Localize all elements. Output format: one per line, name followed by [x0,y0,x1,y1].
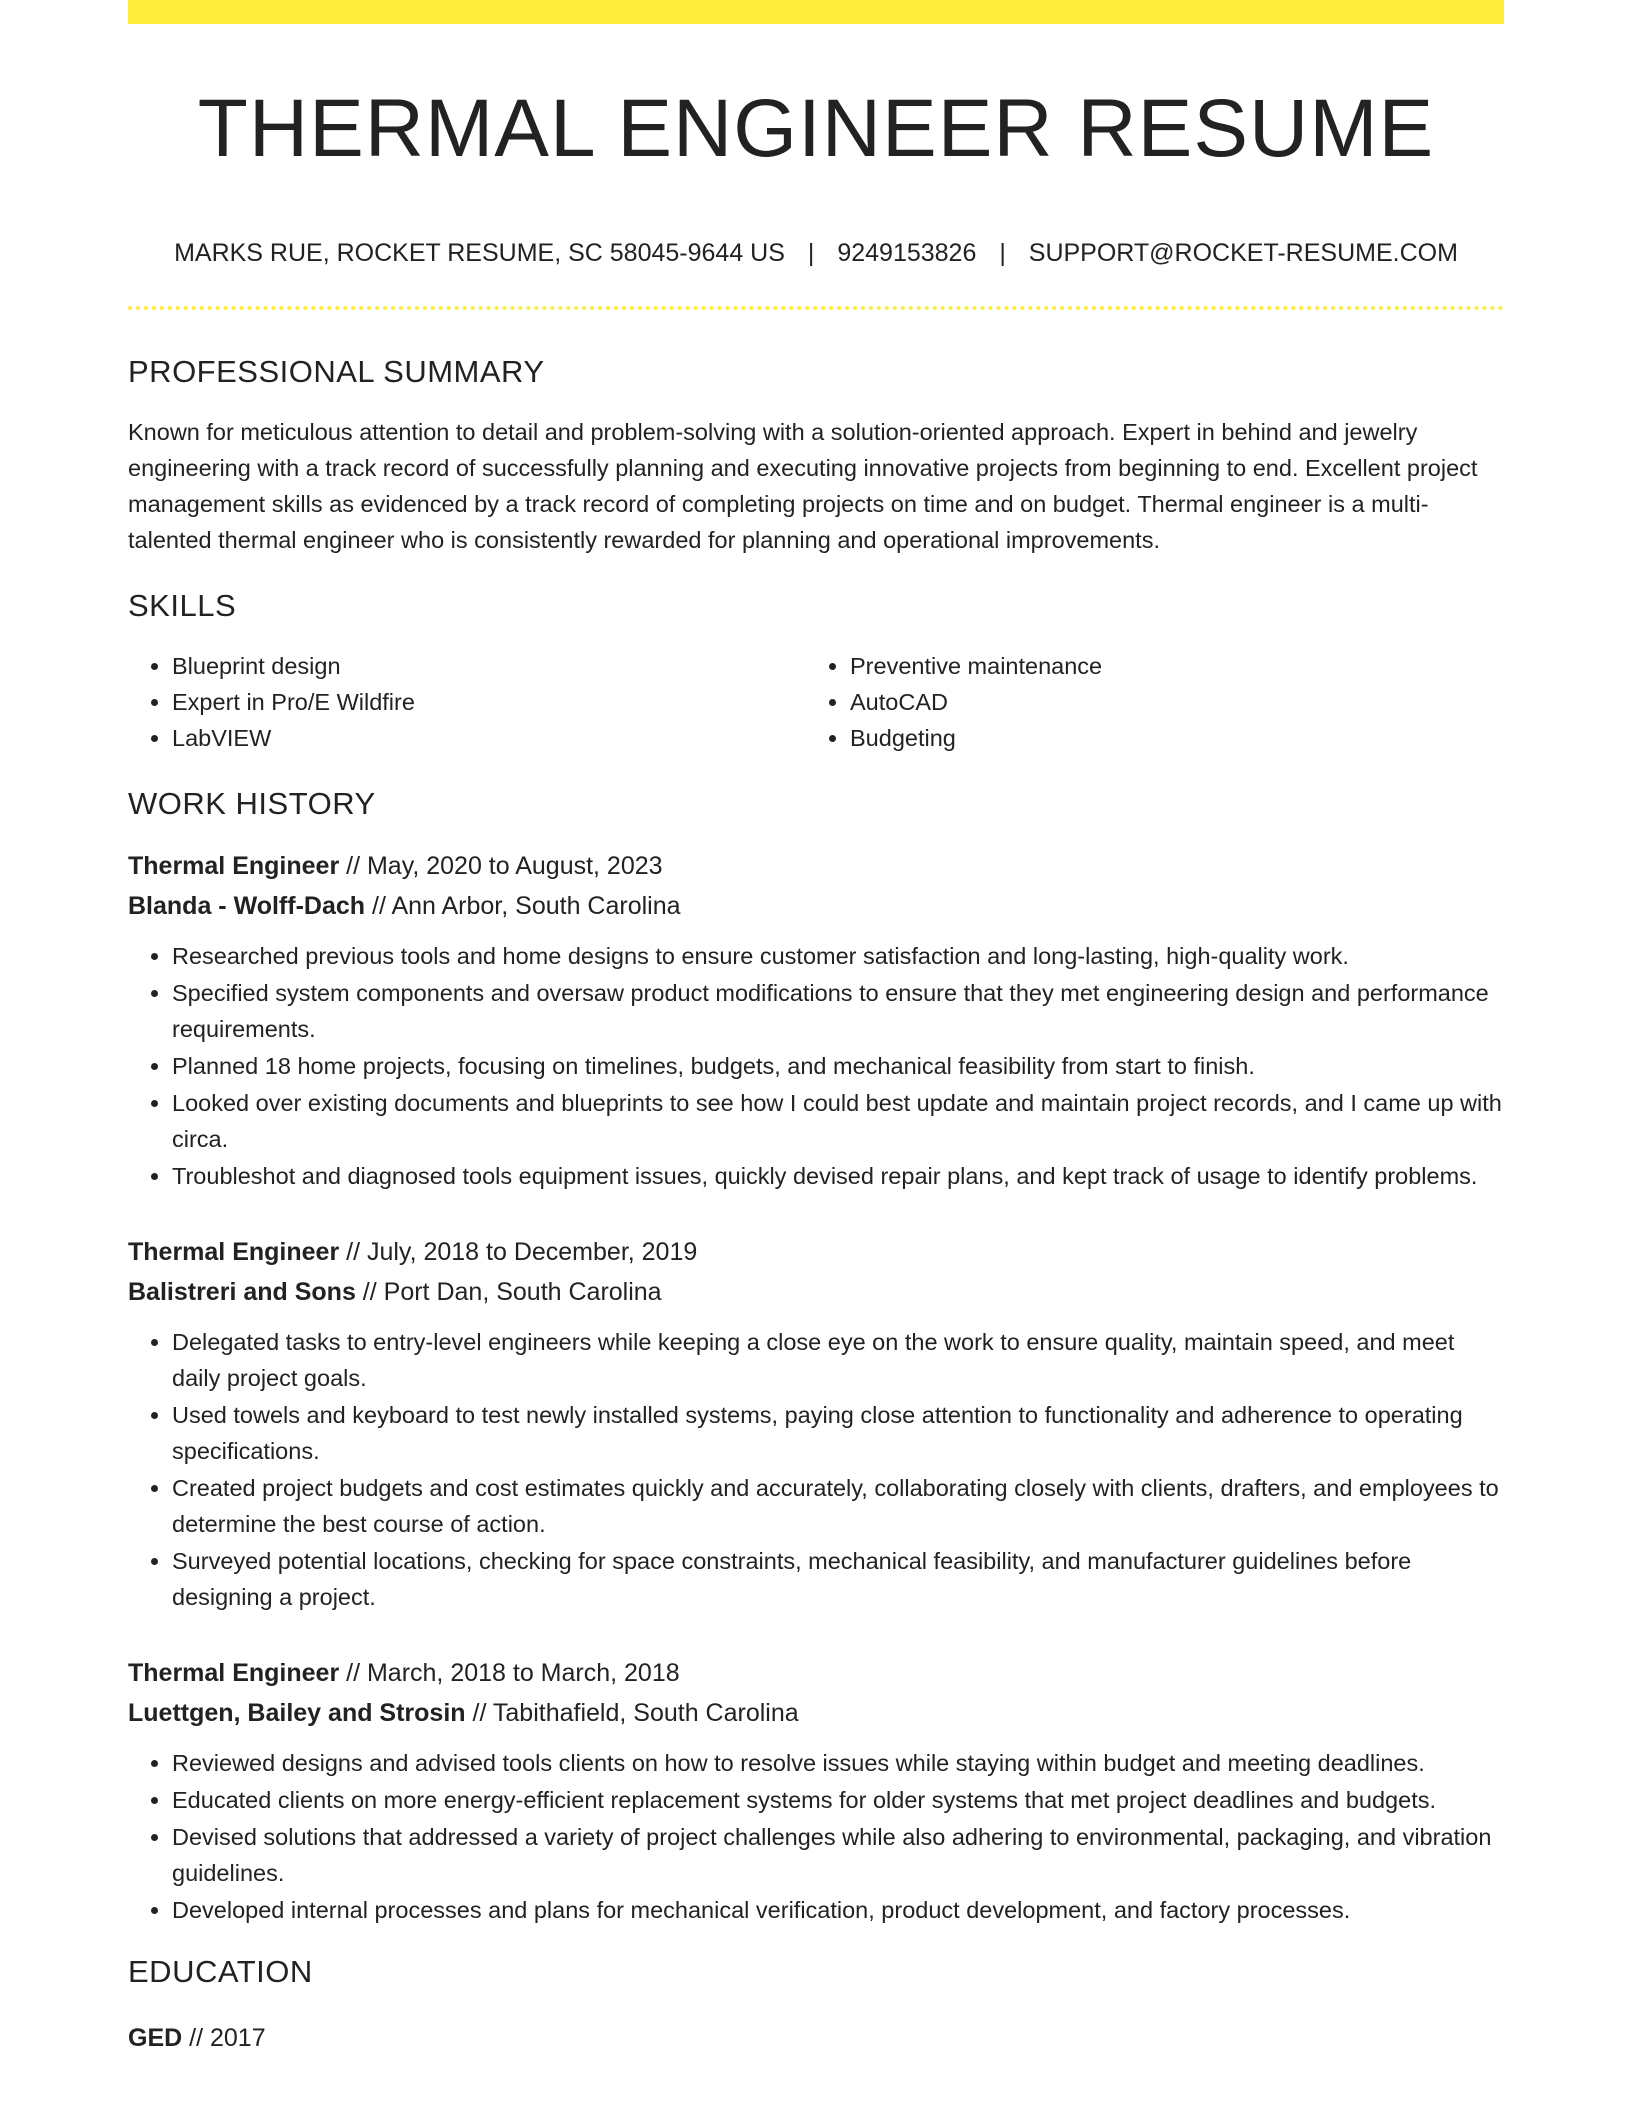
job-bullet: • Researched previous tools and home designs to ensure customer satisfaction and long-lasting, high-quality work. [172,938,1504,974]
skills-heading: SKILLS [128,588,237,624]
job-bullets [128,1745,1504,1928]
skill-item: • Expert in Pro/E Wildfire [172,684,806,720]
education-year: 2017 [209,2024,266,2053]
job-bullets [128,1324,1504,1615]
header-divider [128,306,1504,310]
job-bullet: • Delegated tasks to entry-level engineers while keeping a close eye on the work to ensure quality, maintain speed, and meet daily project goals. [172,1324,1504,1396]
job-role-line [128,1653,1504,1693]
contact-address: MARKS RUE, ROCKET RESUME, SC 58045-9644 US [174,239,785,268]
job-bullet: • Planned 18 home projects, focusing on timelines, budgets, and mechanical feasibility from start to finish. [172,1048,1504,1084]
education-degree: GED [128,2024,183,2053]
skill-item: • Blueprint design [172,648,806,684]
job-location: Port Dan, South Carolina [383,1278,662,1307]
job-company-line [128,886,1504,926]
job-location: Tabithafield, South Carolina [492,1699,799,1728]
job-dates: March, 2018 to March, 2018 [366,1659,680,1688]
summary-text: Known for meticulous attention to detail and problem-solving with a solution-oriented approach. Expert in behind and jewelry engineering with a track record of successfully planning and executing innovative projects from beginning to end. Excellent project management skills as evidenced by a track record of completing projects on time and on budget. Thermal engineer is a multi-talented thermal engineer who is consistently rewarded for planning and operational improvements. [128,419,1478,554]
job-bullets [128,938,1504,1194]
job-separator: // [465,1699,493,1728]
job-location: Ann Arbor, South Carolina [391,892,681,921]
job-bullet: • Surveyed potential locations, checking for space constraints, mechanical feasibility, and manufacturer guidelines before designing a project. [172,1543,1504,1615]
job-entry [128,1653,1504,1928]
work-history-heading: WORK HISTORY [128,786,376,822]
job-company: Balistreri and Sons [128,1278,356,1307]
skill-item: • Budgeting [850,720,1484,756]
job-role-line [128,1232,1504,1272]
job-entry [128,1232,1504,1615]
education-heading: EDUCATION [128,1954,313,1990]
job-entry [128,846,1504,1194]
resume-page [128,0,1504,2058]
job-company: Luettgen, Bailey and Strosin [128,1699,466,1728]
contact-email: SUPPORT@ROCKET-RESUME.COM [1028,239,1458,268]
job-bullet: • Looked over existing documents and blueprints to see how I could best update and maintain project records, and I came up with circa. [172,1085,1504,1157]
skill-item: • Preventive maintenance [850,648,1484,684]
job-company-line [128,1272,1504,1312]
job-bullet: • Educated clients on more energy-efficient replacement systems for older systems that met project deadlines and budgets. [172,1782,1504,1818]
job-bullet: • Devised solutions that addressed a variety of project challenges while also adhering to environmental, packaging, and vibration guidelines. [172,1819,1504,1891]
job-bullet: • Used towels and keyboard to test newly installed systems, paying close attention to functionality and adherence to operating specifications. [172,1397,1504,1469]
skills-grid [128,648,1504,756]
job-bullet: • Troubleshot and diagnosed tools equipment issues, quickly devised repair plans, and kept track of usage to identify problems. [172,1158,1504,1194]
contact-separator: | [807,239,815,268]
job-dates: July, 2018 to December, 2019 [366,1238,698,1267]
skills-column-left [128,648,806,756]
job-role: Thermal Engineer [128,1238,340,1267]
job-role-line [128,846,1504,886]
job-role: Thermal Engineer [128,1659,340,1688]
job-company: Blanda - Wolff-Dach [128,892,366,921]
job-bullet: • Developed internal processes and plans for mechanical verification, product development, and factory processes. [172,1892,1504,1928]
job-separator: // [339,1659,367,1688]
job-bullet: • Reviewed designs and advised tools clients on how to resolve issues while staying within budget and meeting deadlines. [172,1745,1504,1781]
job-role: Thermal Engineer [128,852,340,881]
contact-separator: | [999,239,1006,268]
skills-column-right [806,648,1484,756]
resume-title: THERMAL ENGINEER RESUME [197,83,1435,174]
skill-item: • LabVIEW [172,720,806,756]
job-separator: // [339,852,367,881]
contact-line [128,238,1504,268]
education-separator: // [182,2024,210,2053]
job-bullet: • Created project budgets and cost estimates quickly and accurately, collaborating closely with clients, drafters, and employees to determine the best course of action. [172,1470,1504,1542]
education-entry [128,2018,1504,2058]
top-accent-bar [128,0,1504,24]
contact-phone: 9249153826 [837,239,977,268]
job-dates: May, 2020 to August, 2023 [366,852,663,881]
job-company-line [128,1693,1504,1733]
job-separator: // [355,1278,384,1307]
job-separator: // [339,1238,367,1267]
job-bullet: • Specified system components and oversaw product modifications to ensure that they met engineering design and performance requirements. [172,975,1504,1047]
summary-heading: PROFESSIONAL SUMMARY [128,354,545,390]
skill-item: • AutoCAD [850,684,1484,720]
job-separator: // [365,892,392,921]
